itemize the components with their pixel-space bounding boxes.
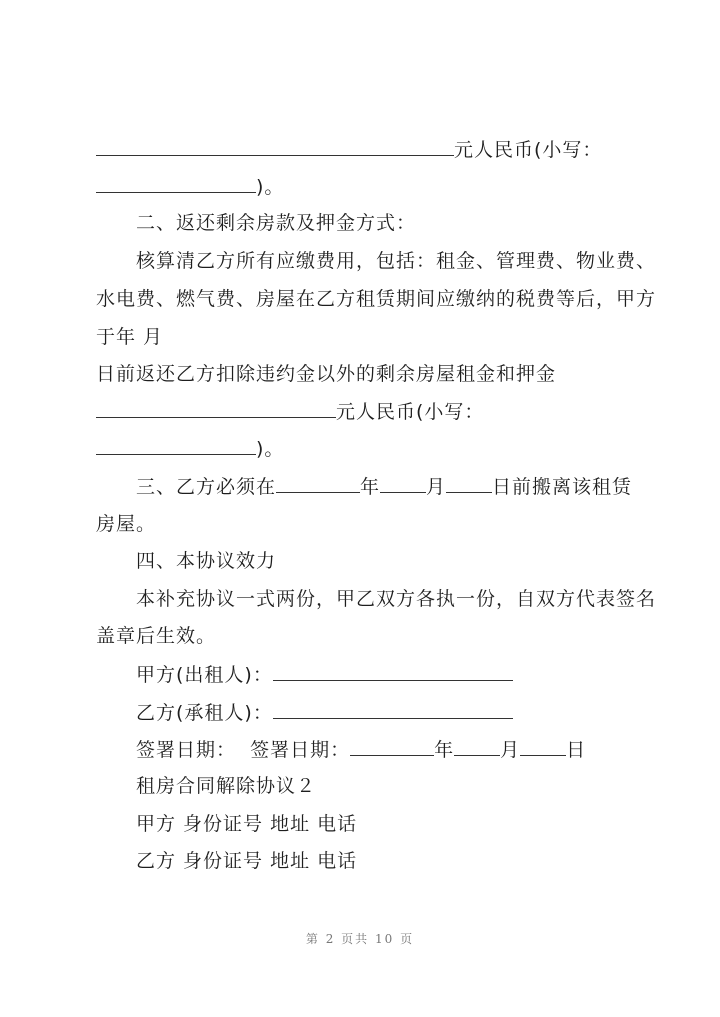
section-3-line bbox=[136, 474, 632, 499]
paragraph-line: 房屋。 bbox=[96, 513, 157, 535]
day-suffix-text: 日前搬离该租赁 bbox=[492, 476, 633, 498]
party-b-label: 乙方(承租人)： bbox=[136, 702, 273, 724]
paragraph-line: 水电费、燃气费、房屋在乙方租赁期间应缴纳的税费等后，甲方 bbox=[96, 288, 657, 310]
lowercase-blank bbox=[96, 174, 256, 193]
year-label: 年 bbox=[360, 476, 381, 498]
month-label: 月 bbox=[500, 739, 521, 761]
paragraph-line: 于年 月 bbox=[96, 326, 164, 348]
month-blank bbox=[454, 737, 500, 756]
section-3-prefix: 三、乙方必须在 bbox=[136, 476, 277, 498]
amount-line-2 bbox=[96, 399, 484, 424]
party-a-signature-line bbox=[136, 662, 513, 687]
paragraph-line: 核算清乙方所有应缴费用，包括：租金、管理费、物业费、 bbox=[136, 250, 657, 272]
sign-date-label: 签署日期： 签署日期： bbox=[136, 739, 351, 761]
document-2-title: 租房合同解除协议２ bbox=[136, 775, 317, 797]
paragraph-line: 本补充协议一式两份，甲乙双方各执一份，自双方代表签名 bbox=[136, 588, 657, 610]
close-paren-text: )。 bbox=[256, 176, 285, 198]
lowercase-blank bbox=[96, 436, 256, 455]
day-label: 日 bbox=[566, 739, 587, 761]
amount-lowercase-line-2 bbox=[96, 436, 284, 461]
day-blank bbox=[520, 737, 566, 756]
sign-date-line bbox=[136, 737, 586, 762]
paragraph-line: 日前返还乙方扣除违约金以外的剩余房屋租金和押金 bbox=[96, 363, 557, 385]
day-blank bbox=[446, 474, 492, 493]
section-2-heading: 二、返还剩余房款及押金方式： bbox=[136, 212, 417, 234]
month-label: 月 bbox=[426, 476, 447, 498]
party-b-signature-line bbox=[136, 700, 513, 725]
amount-blank bbox=[96, 137, 454, 156]
amount-text: 元人民币(小写： bbox=[336, 401, 485, 423]
party-b-blank bbox=[273, 700, 513, 719]
party-a-label: 甲方(出租人)： bbox=[136, 664, 273, 686]
amount-lowercase-line-1 bbox=[96, 174, 284, 199]
paragraph-line: 盖章后生效。 bbox=[96, 625, 217, 647]
year-label: 年 bbox=[434, 739, 455, 761]
amount-blank bbox=[96, 399, 336, 418]
close-paren-text: )。 bbox=[256, 438, 285, 460]
party-b-info-line: 乙方 身份证号 地址 电话 bbox=[136, 850, 358, 872]
month-blank bbox=[380, 474, 426, 493]
page-footer: 第 2 页共 10 页 bbox=[305, 932, 415, 946]
party-a-info-line: 甲方 身份证号 地址 电话 bbox=[136, 813, 358, 835]
year-blank bbox=[350, 737, 434, 756]
party-a-blank bbox=[273, 662, 513, 681]
amount-text: 元人民币(小写： bbox=[454, 139, 603, 161]
amount-line-1 bbox=[96, 137, 602, 162]
year-blank bbox=[276, 474, 360, 493]
section-4-heading: 四、本协议效力 bbox=[136, 550, 277, 572]
